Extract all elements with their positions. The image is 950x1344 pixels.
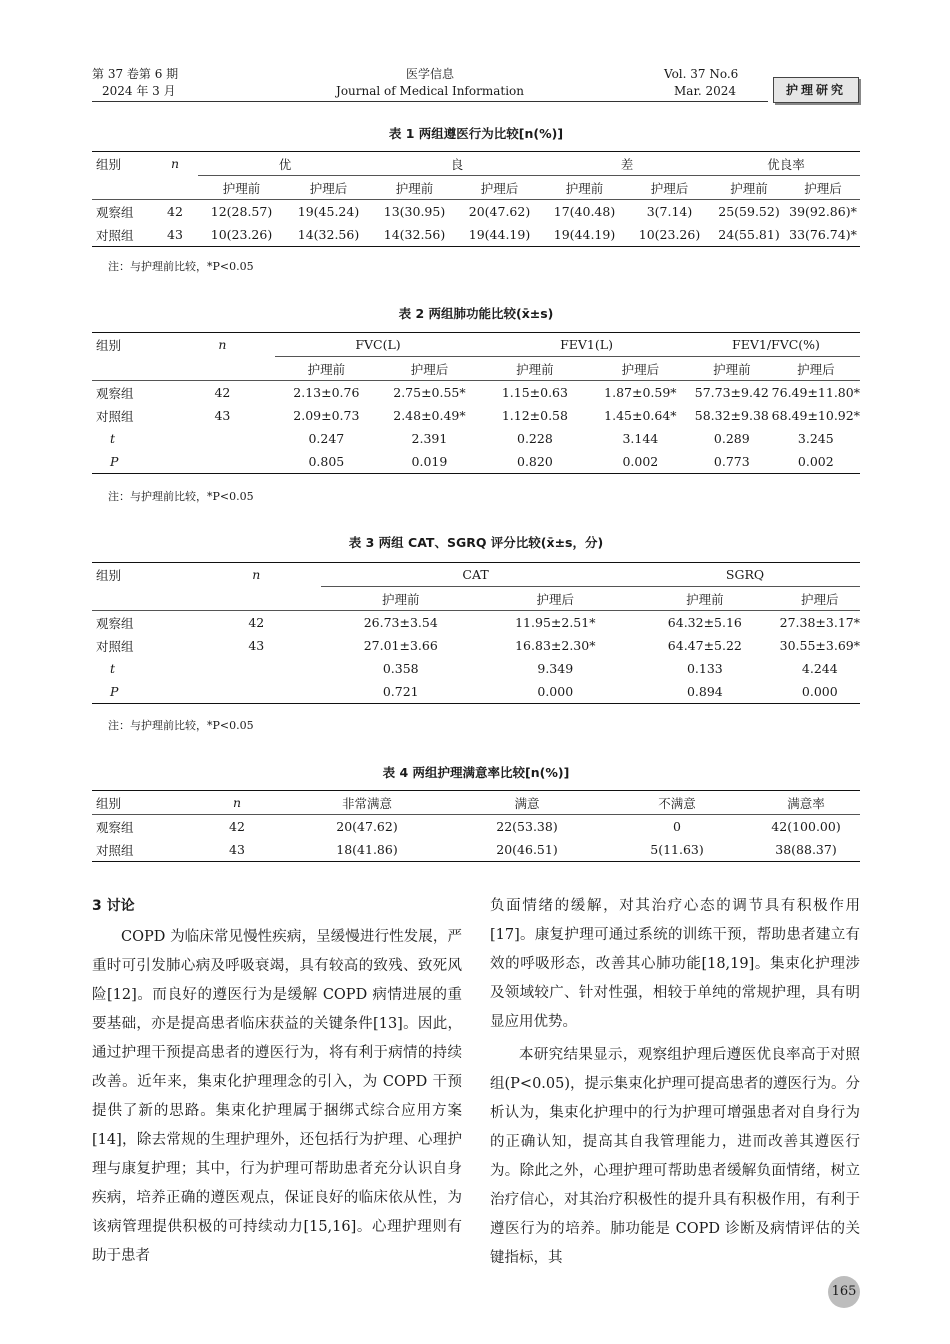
table2-h-before: 护理前 — [307, 361, 346, 377]
table-cell: 42 — [170, 381, 275, 405]
discussion-paragraph: 本研究结果显示，观察组护理后遵医优良率高于对照组(P<0.05)，提示集束化护理可提高患者的遵医行为。分析认为，集束化护理中的行为护理可增强患者对自身行为的正确认知，提高其自我管理能力，进而改善其遵医行为。除此之外，心理护理可帮助患者缓解负面情绪，树立治疗信心，对其治疗积极性的提升具有积极作用，有利于遵医行为的培养。肺功能是 COPD 诊断及病情评估的关键指标，其 — [490, 1047, 861, 1266]
table-cell: 30.55±3.69* — [779, 638, 860, 653]
table1-h-poor: 差 — [542, 152, 712, 176]
table-cell: 1.87±0.59* — [589, 381, 692, 405]
table2-h-after: 护理后 — [797, 361, 835, 377]
table-cell: 0.133 — [686, 661, 723, 676]
table2-h-n: n — [170, 333, 275, 357]
table-row — [92, 680, 860, 704]
table-cell: 对照组 — [96, 408, 134, 424]
table-cell: 1.45±0.64* — [604, 408, 677, 423]
table3-h-before: 护理前 — [381, 591, 420, 607]
table-cell: 0.358 — [382, 661, 419, 676]
table-cell: t — [110, 431, 116, 446]
table2-h-after: 护理后 — [410, 361, 449, 377]
table-cell: 3.144 — [622, 431, 659, 446]
table1-h-good: 优 — [198, 152, 372, 176]
table2-h-after: 护理后 — [621, 361, 660, 377]
table-row — [92, 815, 860, 839]
journal-title — [330, 66, 530, 100]
issue-date-en: Mar. 2024 — [674, 84, 737, 98]
table-cell: 观察组 — [92, 381, 170, 405]
table-cell: 19(45.24) — [285, 200, 372, 224]
table-cell: 5(11.63) — [602, 838, 752, 862]
table3-h-group: 组别 — [92, 563, 192, 587]
table1-h-after: 护理后 — [804, 180, 842, 196]
table-cell: 16.83±2.30* — [515, 638, 596, 653]
table-row — [92, 657, 860, 680]
table-cell: 20(47.62) — [457, 200, 542, 224]
table-cell: 76.49±11.80* — [772, 381, 860, 405]
table-cell: 42 — [192, 611, 321, 635]
table-cell: 14(32.56) — [372, 223, 457, 247]
table-cell: 0.002 — [589, 450, 692, 474]
table4-caption: 表 4 两组护理满意率比较[n(%)] — [382, 765, 570, 780]
table-cell: 3.245 — [797, 431, 834, 446]
table2 — [92, 332, 860, 474]
table-cell — [170, 450, 275, 474]
table-cell — [170, 427, 275, 450]
table-cell: 39(92.86)* — [786, 200, 860, 224]
table-cell: 27.38±3.17* — [780, 611, 860, 635]
table2-h-group: 组别 — [92, 333, 170, 357]
table1-h-before: 护理前 — [395, 180, 434, 196]
table1-caption: 表 1 两组遵医行为比较[n(%)] — [388, 126, 564, 141]
issue-volume: 第 37 卷第 6 期 — [92, 67, 179, 81]
table-cell: 33(76.74)* — [786, 223, 860, 247]
table-cell: 18(41.86) — [282, 838, 452, 862]
table4-h-very: 非常满意 — [282, 791, 452, 815]
table-cell: 0.721 — [321, 680, 481, 704]
table-cell: 2.13±0.76 — [275, 381, 378, 405]
table-row — [92, 427, 860, 450]
table-cell — [192, 680, 321, 704]
table-cell: 0 — [602, 815, 752, 839]
table-row — [92, 223, 860, 247]
journal-issue — [92, 66, 178, 100]
table-cell: 10(23.26) — [198, 223, 285, 247]
table-cell: 对照组 — [96, 638, 134, 654]
table-row — [92, 611, 860, 635]
table-cell: 11.95±2.51* — [480, 611, 630, 635]
table-cell: 4.244 — [801, 661, 838, 676]
table-cell: 1.12±0.58 — [501, 408, 568, 423]
table4-h-n: n — [192, 791, 282, 815]
table-cell: 64.47±5.22 — [667, 638, 742, 653]
table1-h-after: 护理后 — [650, 180, 689, 196]
table-row — [92, 381, 860, 405]
table-row — [92, 634, 860, 657]
table-cell: 43 — [248, 638, 265, 653]
table-cell: 3(7.14) — [627, 200, 712, 224]
table3-h-before: 护理前 — [686, 591, 724, 607]
table-cell: 2.09±0.73 — [293, 408, 360, 423]
table3-note: 注：与护理前比较，*P<0.05 — [108, 719, 254, 732]
table1-h-after: 护理后 — [309, 180, 348, 196]
table1-h-before: 护理前 — [565, 180, 604, 196]
journal-title-en: Journal of Medical Information — [336, 84, 524, 98]
table-cell: 26.73±3.54 — [321, 611, 481, 635]
table1-h-fair: 良 — [372, 152, 542, 176]
table3-h-cat: CAT — [321, 563, 630, 587]
table2-h-fev1: FEV1(L) — [481, 333, 692, 357]
table3-h-after: 护理后 — [801, 591, 839, 607]
table1-h-rate: 优良率 — [712, 152, 860, 176]
table-cell: 13(30.95) — [372, 200, 457, 224]
header-rule — [92, 101, 768, 102]
table-cell: 观察组 — [92, 200, 152, 224]
journal-title-cn: 医学信息 — [405, 67, 454, 81]
table-cell: 对照组 — [92, 838, 192, 862]
table-cell: 25(59.52) — [712, 200, 786, 224]
table-cell: 27.01±3.66 — [363, 638, 438, 653]
table-cell: 14(32.56) — [285, 223, 372, 247]
table4-h-group: 组别 — [92, 791, 192, 815]
issue-date: 2024 年 3 月 — [102, 84, 176, 98]
table-cell: 0.820 — [481, 450, 589, 474]
table1-h-before: 护理前 — [730, 180, 768, 196]
table2-h-ratio: FEV1/FVC(%) — [692, 333, 860, 357]
table-cell: 43 — [152, 223, 198, 247]
table1-note: 注：与护理前比较，*P<0.05 — [108, 260, 254, 273]
table1-h-before: 护理前 — [222, 180, 261, 196]
table3 — [92, 562, 860, 704]
table3-caption: 表 3 两组 CAT、SGRQ 评分比较(x̄±s，分) — [348, 535, 604, 550]
table-row — [92, 200, 860, 224]
table-cell: 0.894 — [630, 680, 780, 704]
table-cell: 2.75±0.55* — [378, 381, 481, 405]
table-cell: 0.289 — [713, 431, 750, 446]
table-cell: 0.247 — [308, 431, 345, 446]
table-cell: 10(23.26) — [627, 223, 712, 247]
table3-h-sgrq: SGRQ — [630, 563, 860, 587]
table-cell: 22(53.38) — [452, 815, 602, 839]
table-cell: 观察组 — [92, 815, 192, 839]
table-cell: 38(88.37) — [752, 838, 860, 862]
table1 — [92, 151, 860, 247]
table-cell: 43 — [214, 408, 231, 423]
table2-h-before: 护理前 — [516, 361, 554, 377]
table1-h-group: 组别 — [92, 152, 152, 176]
discussion-left-column — [92, 892, 462, 1271]
discussion-paragraph: COPD 为临床常见慢性疾病，呈缓慢进行性发展，严重时可引发肺心病及呼吸衰竭，具有较高的致残、致死风险[12]。而良好的遵医行为是缓解 COPD 病情进展的重要基础，亦是提高患者临床获益的关键条件[13]。因此，通过护理干预提高患者的遵医行为，将有利于病情的持续改善。近年来，集束化护理理念的引入，为 COPD 干预提供了新的思路。集束化护理属于捆绑式综合应用方案[14]，除去常规的生理护理外，还包括行为护理、心理护理与康复护理；其中，行为护理可帮助患者充分认识自身疾病，培养正确的遵医观点，保证良好的临床依从性，为该病管理提供积极的可持续动力[15,16]。心理护理则有助于患者 — [92, 929, 462, 1264]
table4-h-sat: 满意 — [452, 791, 602, 815]
page-number: 165 — [828, 1276, 860, 1308]
section-badge: 护理研究 — [773, 77, 859, 103]
table-cell: 0.228 — [517, 431, 553, 446]
table-cell: 20(47.62) — [282, 815, 452, 839]
discussion-right-column — [490, 892, 860, 1273]
table4-h-rate: 满意率 — [752, 791, 860, 815]
table-cell: P — [92, 680, 192, 704]
table-row — [92, 404, 860, 427]
table-cell: 57.73±9.42 — [692, 381, 772, 405]
journal-issue-en — [664, 66, 738, 100]
table-row — [92, 838, 860, 862]
table-cell: t — [110, 661, 116, 676]
table-cell: 24(55.81) — [712, 223, 786, 247]
table-cell: 0.000 — [480, 680, 630, 704]
table-cell: 20(46.51) — [452, 838, 602, 862]
table2-note: 注：与护理前比较，*P<0.05 — [108, 490, 254, 503]
table-cell: 17(40.48) — [542, 200, 627, 224]
table-cell: 42 — [152, 200, 198, 224]
table-cell: 2.48±0.49* — [393, 408, 466, 423]
table4-h-unsat: 不满意 — [602, 791, 752, 815]
issue-volume-en: Vol. 37 No.6 — [664, 67, 739, 81]
table3-h-after: 护理后 — [536, 591, 575, 607]
table-cell: 9.349 — [537, 661, 574, 676]
table1-h-after: 护理后 — [480, 180, 519, 196]
table-cell: 2.391 — [411, 431, 448, 446]
discussion-paragraph: 负面情绪的缓解，对其治疗心态的调节具有积极作用[17]。康复护理可通过系统的训练干预，帮助患者建立有效的呼吸形态，改善其心肺功能[18,19]。集束化护理涉及领域较广、针对性强，相较于单纯的常规护理，具有明显应用优势。 — [490, 898, 860, 1030]
table-cell: 1.15±0.63 — [481, 381, 589, 405]
table-cell: P — [92, 450, 170, 474]
table-cell: 观察组 — [92, 611, 192, 635]
table-cell: 0.773 — [692, 450, 772, 474]
table2-h-before: 护理前 — [713, 361, 751, 377]
table-cell: 12(28.57) — [198, 200, 285, 224]
table-cell — [192, 657, 321, 680]
table-cell: 19(44.19) — [457, 223, 542, 247]
section-heading: 3 讨论 — [92, 898, 135, 914]
table-cell: 42 — [192, 815, 282, 839]
table1-h-n: n — [152, 152, 198, 176]
table-cell: 64.32±5.16 — [630, 611, 780, 635]
table2-h-fvc: FVC(L) — [275, 333, 481, 357]
table3-h-n: n — [192, 563, 321, 587]
table-cell: 对照组 — [92, 223, 152, 247]
table-cell: 58.32±9.38 — [694, 408, 769, 423]
table-cell: 42(100.00) — [752, 815, 860, 839]
table-cell: 0.000 — [780, 680, 860, 704]
table4 — [92, 790, 860, 862]
table-cell: 68.49±10.92* — [771, 408, 860, 423]
table-cell: 0.805 — [275, 450, 378, 474]
table-row — [92, 450, 860, 474]
table-cell: 43 — [192, 838, 282, 862]
table2-caption: 表 2 两组肺功能比较(x̄±s) — [398, 306, 554, 321]
table-cell: 0.019 — [378, 450, 481, 474]
table-cell: 19(44.19) — [542, 223, 627, 247]
table-cell: 0.002 — [772, 450, 860, 474]
